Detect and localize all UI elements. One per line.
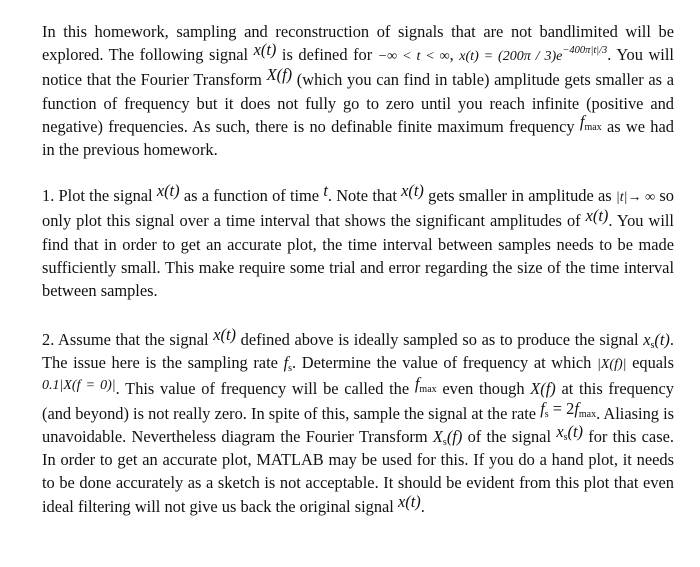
q1-signal-x-t-2: x(t): [401, 181, 424, 201]
q1-text-5: so only plot this signal over a time interval that shows the significant amplitudes of: [42, 186, 674, 231]
q2-signal-x-t: x(t): [213, 325, 236, 345]
intro-paragraph: [42, 20, 674, 161]
signal-definition-lhs: x(t) = (200π / 3)e: [459, 49, 563, 65]
signal-definition: [459, 45, 608, 65]
Xs-X: X: [432, 427, 443, 447]
fs-f: f: [283, 353, 289, 373]
comma: ,: [449, 45, 454, 65]
q2-ratio-expr: 0.1|X(f = 0)|: [42, 377, 116, 393]
period: .: [607, 45, 612, 65]
rate-fs-f: f: [540, 398, 545, 418]
q2-sampled-signal: [643, 330, 670, 352]
q1-signal-x-t: x(t): [156, 181, 180, 201]
signal-definition-exponent: −400π|t|/3: [562, 45, 608, 57]
q1-text-4: gets smaller in amplitude as: [428, 186, 612, 206]
q2-sampled-signal-2: [556, 422, 583, 444]
q2-text-1: 2. Assume that the signal: [42, 330, 209, 350]
time-range-expr: −∞ < t < ∞: [377, 49, 450, 65]
intro-text-5: as we had in the previous homework.: [42, 116, 674, 160]
xs-sub: s: [650, 340, 655, 352]
q1-text-2: as a function of time: [183, 186, 320, 206]
question-1-paragraph: [42, 181, 674, 302]
q2-signal-x-t-final: x(t): [397, 491, 421, 511]
xs-t: (t): [654, 330, 670, 350]
q2-f-max-f: f: [414, 373, 420, 393]
intro-text-3: You will notice that the Fourier Transform: [42, 45, 674, 90]
q2-text-10: of the signal: [467, 427, 552, 447]
q2-f-max-symbol: [415, 374, 437, 393]
q1-text-3: . Note that: [327, 186, 397, 206]
f-max-sub: max: [584, 121, 602, 133]
xs2-x: x: [556, 422, 564, 442]
f-max-symbol: [580, 112, 602, 131]
signal-x-t: x(t): [253, 40, 277, 60]
q2-fourier-X-f: X(f): [530, 378, 556, 398]
q1-time-var: t: [323, 181, 328, 201]
rate-fmax-f: f: [574, 398, 579, 418]
q2-text-2: defined above is ideally sampled so as to produce the signal: [240, 330, 639, 350]
q2-sampled-spectrum: [432, 427, 463, 449]
xs2-sub: s: [563, 432, 568, 444]
q2-text-6: . This value of frequency will be called the: [115, 378, 410, 398]
q2-sampling-rate-fs: [283, 353, 293, 375]
Xs-sub: s: [442, 437, 447, 449]
xs-x: x: [643, 330, 651, 350]
q2-text-4: . Determine the value of frequency at which: [292, 353, 592, 373]
f-max-f: f: [579, 111, 585, 131]
q1-text-6: . You will find that in order to get an accurate plot, the time interval between samples needs to be made sufficiently small. This make require some trial and error regarding the size of the time interval between samples.: [42, 211, 674, 301]
q2-text-7: even though: [442, 378, 525, 398]
fs-sub: s: [288, 363, 293, 375]
rate-equals-two: = 2: [548, 398, 575, 418]
question-2-paragraph: [42, 325, 674, 518]
q2-abs-X-f: |X(f)|: [597, 357, 627, 373]
rate-fmax-sub: max: [578, 408, 597, 420]
q2-text-11: for this case. In order to get an accurate plot, MATLAB may be used for this. If you do a hand plot, it needs to be done accurately as a sketch is not acceptable. It should be evident from this plot that even ideal filtering will not give us back the original signal: [42, 427, 674, 516]
xs2-t: (t): [567, 422, 583, 442]
intro-text-1: In this homework, sampling and reconstruction of signals that are not bandlimited will be explored. The following signal: [42, 22, 674, 65]
q2-text-9: . Aliasing is unavoidable. Nevertheless diagram the Fourier Transform: [42, 403, 674, 447]
Xs-f: (f): [446, 427, 463, 447]
q2-text-3: . The issue here is the sampling rate: [42, 330, 674, 373]
rate-fs-sub: s: [544, 408, 549, 420]
q2-text-8: at this frequency (and beyond) is not really zero. In spite of this, sample the signal at the rate: [42, 378, 674, 423]
q2-text-12: .: [420, 496, 425, 516]
q1-signal-x-t-3: x(t): [585, 206, 609, 226]
q1-text-1: 1. Plot the signal: [42, 186, 153, 206]
fourier-X-f: X(f): [266, 65, 293, 85]
intro-text-4: (which you can find in table) amplitude gets smaller as a function of frequency but it does not fully go to zero until you reach infinite (positive and negative) frequencies. As such, there is no definable finite maximum frequency: [42, 70, 674, 136]
q2-f-max-sub: max: [419, 383, 437, 395]
intro-text-2: is defined for: [281, 45, 373, 65]
q2-text-5: equals: [632, 353, 674, 373]
q2-rate-equation: [540, 399, 596, 418]
q1-abs-t-infinity: |t|→ ∞: [615, 190, 656, 206]
